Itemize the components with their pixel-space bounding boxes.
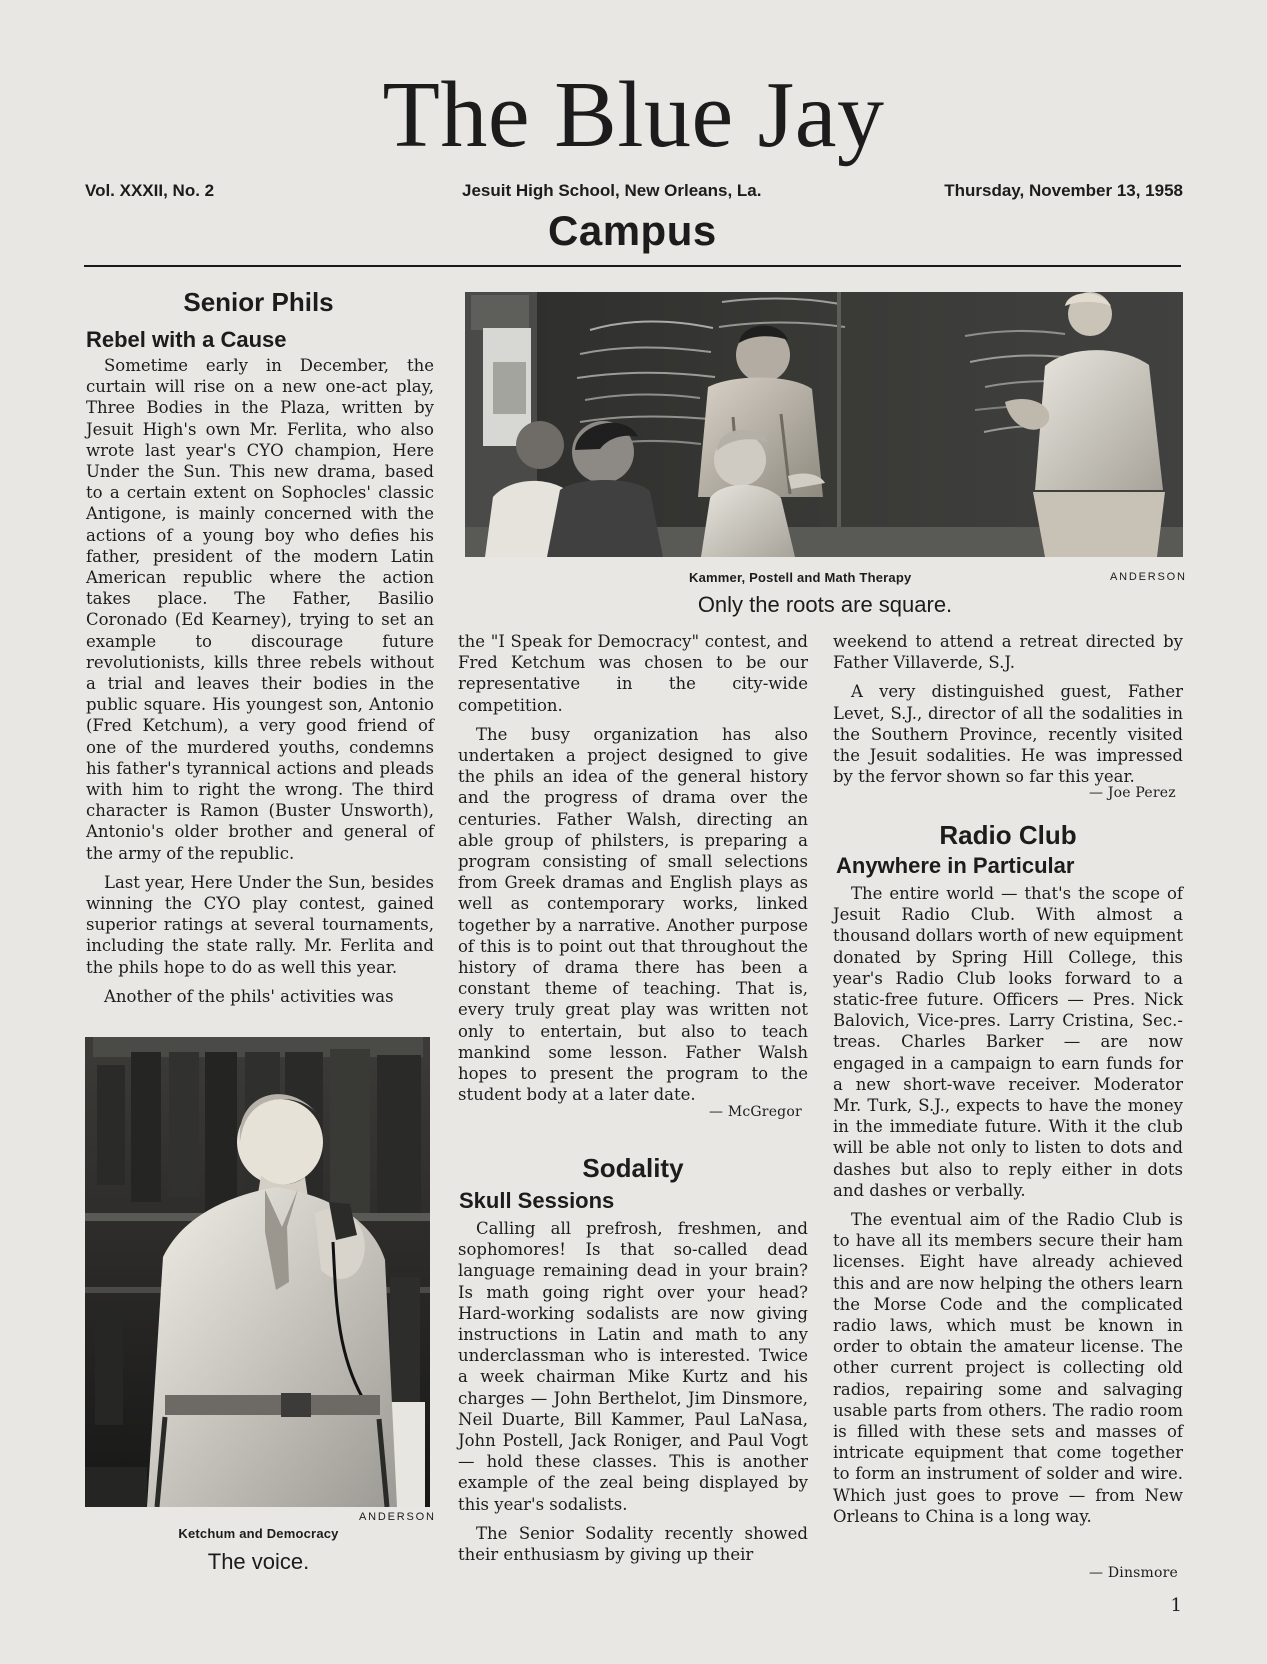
photo-ketchum [85,1037,430,1507]
senior-phils-continuation [458,631,808,1113]
sodality-paragraph-1: Calling all prefrosh, freshmen, and sophomores! Is that so-called dead language remaining dead in your brain? Is math going right over your head? Hard-working sodalists are now giving instructions in Latin and math to any underclassman who is interested. Twice a week chairman Mike Kurtz and his charges — John Berthelot, Jim Dinsmore, Neil Duarte, Bill Kammer, Paul LaNasa, John Postell, Jack Roniger, and Paul Vogt — hold these classes. This is another example of the zeal being displayed by this year's sodalists. [458,1219,808,1514]
school-info: Jesuit High School, New Orleans, La. [462,181,762,200]
senior-phils-paragraph-2: Last year, Here Under the Sun, besides winning the CYO play contest, gained superior ratings at several tournaments, including the state rally. Mr. Ferlita and the phils hope to do as well this year. [86,872,434,977]
photo-ketchum-credit: ANDERSON [359,1511,436,1523]
senior-phils-continued-paragraph-1: the "I Speak for Democracy" contest, and Fred Ketchum was chosen to be our representative in the city-wide competition. [458,632,808,715]
radio-club-heading: Radio Club [939,820,1077,850]
section-title: Campus [548,207,717,254]
senior-phils-column [86,355,434,1015]
radio-club-column [833,883,1183,1535]
photo-ketchum-caption: Ketchum and Democracy [178,1526,339,1541]
radio-club-subheading: Anywhere in Particular [836,853,1075,878]
senior-phils-byline: — McGregor [709,1104,802,1120]
issue-date: Thursday, November 13, 1958 [944,181,1183,200]
page-number: 1 [1170,1595,1182,1616]
senior-phils-subheading: Rebel with a Cause [86,327,287,352]
photo-math-therapy [465,292,1183,557]
senior-phils-paragraph-3: Another of the phils' activities was [104,986,394,1006]
photo-math-caption: Kammer, Postell and Math Therapy [689,570,912,585]
senior-phils-paragraph-1: Sometime early in December, the curtain will rise on a new one-act play, Three Bodies in the Plaza, written by Jesuit High's own Mr. Ferlita, who also wrote last year's CYO champion, Here Under the Sun. This new drama, based to a certain extent on Sophocles' classic Antigone, is mainly concerned with the actions of a young boy who defies his father, president of the modern Latin American republic where the action takes place. The Father, Basilio Coronado (Ed Kearney), trying to set an example to discourage future revolutionists, kills three rebels without a trial and leaves their bodies in the public square. His youngest son, Antonio (Fred Ketchum), a very good friend of one of the murdered youths, condemns his father's tyrannical actions and pleads with him to right the wrong. The third character is Ramon (Buster Unsworth), Antonio's older brother and general of the army of the republic. [86,356,434,863]
photo-math-therapy-image [465,292,1183,557]
photo-math-tagline: Only the roots are square. [697,592,953,617]
sodality-subheading: Skull Sessions [459,1188,615,1213]
masthead-rule [84,265,1181,267]
sodality-continued-paragraph-1: weekend to attend a retreat directed by Father Villaverde, S.J. [833,632,1183,673]
masthead-title: The Blue Jay [382,63,885,167]
sodality-column [458,1218,808,1573]
photo-ketchum-image [85,1037,430,1507]
radio-club-byline: — Dinsmore [1089,1565,1179,1581]
senior-phils-continued-paragraph-2: The busy organization has also undertaken a project designed to give the phils an idea of the general history and the progress of drama over the centuries. Father Walsh, directing an able group of philsters, is preparing a program consisting of small selections from Greek dramas and English plays as well as contemporary works, linked together by a narrative. Another purpose of this is to point out that throughout the history of drama there has been a constant theme of teaching. That is, every truly great play was written not only to entertain, but also to teach mankind some lesson. Father Walsh hopes to present the program to the student body at a later date. [458,724,808,1105]
radio-club-paragraph-1: The entire world — that's the scope of Jesuit Radio Club. With almost a thousand dollars worth of new equipment donated by Spring Hill College, this year's Radio Club looks forward to a static-free future. Officers — Pres. Nick Balovich, Vice-pres. Larry Cristina, Sec.-treas. Charles Barker — are now engaged in a campaign to earn funds for a new short-wave receiver. Moderator Mr. Turk, S.J., expects to have the money in the immediate future. With it the club will be able not only to listen to dots and dashes but also to reply either in dots and dashes or verbally. [833,884,1183,1200]
radio-club-paragraph-2: The eventual aim of the Radio Club is to have all its members secure their ham licenses. Eight have already achieved this and are now helping the others learn the Morse Code and the complicated radio laws, which must be known in order to obtain the amateur license. The other current project is collecting old radios, repairing some and salvaging usable parts from others. The radio room is filled with these sets and masses of intricate equipment that come together to form an instrument of solder and wire. Which just goes to prove — from New Orleans to China is a long way. [833,1210,1183,1526]
sodality-continued-paragraph-2: A very distinguished guest, Father Levet, S.J., director of all the sodalities in the Southern Province, recently visited the Jesuit sodalities. He was impressed by the fervor shown so far this year. [833,682,1183,787]
sodality-continuation [833,631,1183,795]
sodality-paragraph-2: The Senior Sodality recently showed their enthusiasm by giving up their [458,1523,808,1565]
sodality-heading: Sodality [582,1153,684,1183]
photo-math-credit: ANDERSON [1110,571,1187,583]
senior-phils-heading: Senior Phils [183,287,334,317]
volume-info: Vol. XXXII, No. 2 [85,181,215,200]
photo-ketchum-tagline: The voice. [207,1549,310,1574]
sodality-byline: — Joe Perez [1089,785,1176,801]
